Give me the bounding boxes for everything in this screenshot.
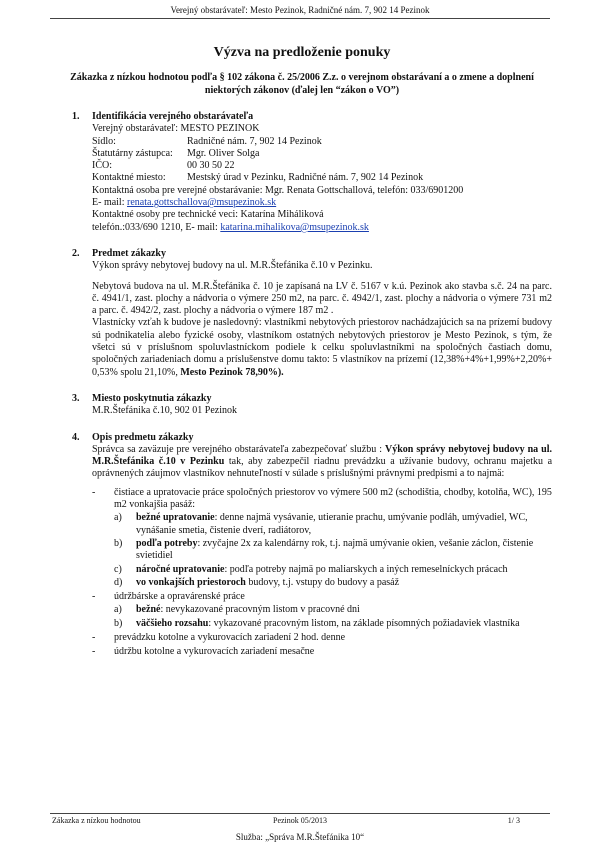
email-link-gottschallova[interactable]: renata.gottschallova@msupezinok.sk	[127, 197, 277, 209]
ico-value: 00 30 50 22	[187, 160, 235, 172]
footer-service-name: Služba: „Správa M.R.Štefánika 10“	[235, 832, 365, 842]
seat-label: Sídlo:	[92, 135, 116, 147]
sublist-bold-term: náročné upratovanie	[136, 563, 225, 575]
sublist-item	[114, 604, 552, 616]
ownership-text: Vlastnícky vzťah k budove je nasledovný: vlastníkmi nebytových priestorov nachádzajúcich sa na prízemí budovy sú podnikatelia alebo fyzické osoby, vlastníkom ostatných nebytových priestorov je Mesto Pezinok, s tým, že všetci sú v príslušnom spoluvlastníckom podiele k celku spoluvlastníkmi na spoločných častiach domu, spoločných zariadeniach domu a príslušenstve domu takto: 5 vlastníkov na prízemí (12,38%+4%+1,99%+2,20%+ 0,53% spolu 21,10%,	[92, 317, 552, 378]
description-intro	[92, 444, 552, 481]
contact-place-value: Mestský úrad v Pezinku, Radničné nám. 7, 902 14 Pezinok	[187, 172, 424, 184]
procurement-contact-line: Kontaktná osoba pre verejné obstarávanie: Mgr. Renata Gottschallová, telefón: 033/6901200	[92, 184, 464, 196]
sublist-item	[114, 538, 552, 563]
phone-email-row-2	[92, 222, 552, 234]
page-header: Verejný obstarávateľ: Mesto Pezinok, Radničné nám. 7, 902 14 Pezinok	[170, 5, 430, 15]
list-item-text: údržbárske a opravárenské práce	[114, 591, 245, 603]
dash-bullet: -	[92, 631, 96, 643]
sublist-text: : zvyčajne 2x za kalendárny rok, t.j. najmä umývanie okien, vešanie záclon, čistenie svietidiel	[136, 537, 534, 562]
email-label: E- mail:	[92, 197, 125, 209]
section-identification	[52, 111, 552, 234]
header-divider	[50, 18, 550, 19]
document-body	[52, 45, 552, 659]
document-subtitle: Zákazka z nízkou hodnotou podľa § 102 zákona č. 25/2006 Z.z. o verejnom obstarávaní a o zmene a doplnení niektorých zákonov (ďalej len “zákon o VO”)	[70, 72, 534, 96]
place-line: M.R.Štefánika č.10, 902 01 Pezinok	[92, 405, 237, 417]
ico-row	[92, 160, 552, 172]
list-item-boiler-maintenance	[92, 646, 552, 658]
cleaning-sublist	[114, 512, 552, 589]
section-number: 4.	[72, 431, 80, 443]
seat-value: Radničné nám. 7, 902 14 Pezinok	[187, 135, 322, 147]
dash-bullet: -	[92, 486, 96, 498]
statutory-value: Mgr. Oliver Solga	[187, 147, 260, 159]
maintenance-sublist	[114, 604, 552, 630]
section-title: Opis predmetu zákazky	[92, 431, 194, 443]
sublist-text: : denne najmä vysávanie, utieranie prachu, umývanie podláh, umývadiel, WC, vynášanie smetia, čistenie dverí, radiátorov,	[136, 512, 528, 536]
ownership-bold-text: Mesto Pezinok 78,90%).	[180, 366, 284, 378]
contracting-authority-line: Verejný obstarávateľ: MESTO PEZINOK	[92, 123, 260, 135]
sublist-text: : podľa potreby najmä po maliarskych a iných remeselníckych prácach	[224, 563, 508, 575]
ico-label: IČO:	[92, 160, 112, 172]
subject-line: Výkon správy nebytovej budovy na ul. M.R.Štefánika č.10 v Pezinku.	[92, 260, 373, 272]
list-item-text: čistiace a upratovacie práce spoločných priestorov vo výmere 500 m2 (schodištia, chodby, kotolňa, WC), 195 m2 vonkajšia pasáž:	[114, 486, 552, 511]
sublist-letter: a)	[114, 604, 122, 616]
intro-text-a: Správca sa zaväzuje pre verejného obstarávateľa zabezpečovať službu :	[92, 443, 382, 455]
section-number: 1.	[72, 111, 80, 122]
intro-text-b: tak, aby zabezpečil riadnu prevádzku a užívanie budovy, ochranu majetku a oprávnených záujmov vlastníkov nehnuteľností v súlade s príslušnými právnymi predpismi a to najmä:	[92, 456, 553, 480]
sublist-bold-term: bežné upratovanie	[136, 512, 215, 524]
building-paragraph: Nebytová budova na ul. M.R.Štefánika č. 10 je zapísaná na LV č. 5167 v k.ú. Pezinok ako stavba s.č. 24 na parc. č. 4941/1, zast. plochy a nádvoria o výmere 250 m2, na parc. č. 4942/1, zast. plochy a nádvoria o výmere 731 m2 a parc. č. 4942/2, zast. plochy a nádvoria o výmere 187 m2 .	[92, 280, 552, 317]
sublist-letter: a)	[114, 512, 122, 524]
list-item-text: údržbu kotolne a vykurovacích zariadení mesačne	[114, 646, 315, 658]
sublist-text: budovy, t.j. vstupy do budovy a pasáž	[245, 576, 400, 588]
sublist-bold-term: vo vonkajších priestoroch	[136, 576, 246, 588]
sublist-letter: b)	[114, 617, 123, 629]
section-number: 2.	[72, 247, 80, 259]
seat-row	[92, 136, 552, 148]
section-number: 3.	[72, 392, 80, 404]
section-place	[52, 393, 552, 418]
footer-divider	[50, 813, 550, 814]
section-title: Identifikácia verejného obstarávateľa	[92, 111, 254, 122]
statutory-label: Štatutárny zástupca:	[92, 147, 173, 159]
contact-place-label: Kontaktné miesto:	[92, 172, 166, 184]
email-link-mihalikova[interactable]: katarina.mihalikova@msupezinok.sk	[220, 221, 369, 233]
intro-bold-text: Výkon správy nebytovej budovy na ul. M.R.Štefánika č.10 v Pezinku	[92, 443, 553, 468]
section-subject	[52, 248, 552, 379]
section-title: Miesto poskytnutia zákazky	[92, 392, 212, 404]
list-item-boiler-operation	[92, 632, 552, 644]
section-description	[52, 432, 552, 659]
dash-bullet: -	[92, 591, 96, 603]
sublist-letter: b)	[114, 537, 123, 549]
contact-place-row	[92, 172, 552, 184]
sublist-item	[114, 618, 552, 630]
footer-left: Zákazka z nízkou hodnotou	[52, 816, 141, 825]
dash-bullet: -	[92, 646, 96, 658]
sublist-bold-term: väčšieho rozsahu	[136, 617, 209, 629]
sublist-bold-term: podľa potreby	[136, 537, 198, 549]
sublist-text: : nevykazované pracovným listom v pracovné dni	[160, 604, 360, 616]
email-row-1	[92, 197, 552, 209]
section-title: Predmet zákazky	[92, 247, 166, 259]
sublist-item	[114, 512, 552, 537]
phone-label: telefón.:033/690 1210, E- mail:	[92, 221, 218, 233]
sublist-bold-term: bežné	[136, 604, 161, 616]
sublist-text: : vykazované pracovným listom, na základe písomných požiadaviek vlastníka	[208, 617, 520, 629]
sublist-item	[114, 577, 552, 589]
list-item-text: prevádzku kotolne a vykurovacích zariadení 2 hod. denne	[114, 631, 346, 643]
sublist-letter: c)	[114, 563, 122, 575]
list-item-maintenance	[92, 591, 552, 630]
statutory-row	[92, 148, 552, 160]
document-title: Výzva na predloženie ponuky	[213, 45, 391, 60]
page-number: 1/ 3	[507, 816, 520, 825]
sublist-item	[114, 564, 552, 576]
technical-contact-line: Kontaktné osoby pre technické veci: Katarína Miháliková	[92, 209, 324, 221]
list-item-cleaning	[92, 487, 552, 589]
sublist-letter: d)	[114, 576, 123, 588]
footer-center: Pezinok 05/2013	[273, 816, 327, 825]
ownership-paragraph	[92, 317, 552, 378]
